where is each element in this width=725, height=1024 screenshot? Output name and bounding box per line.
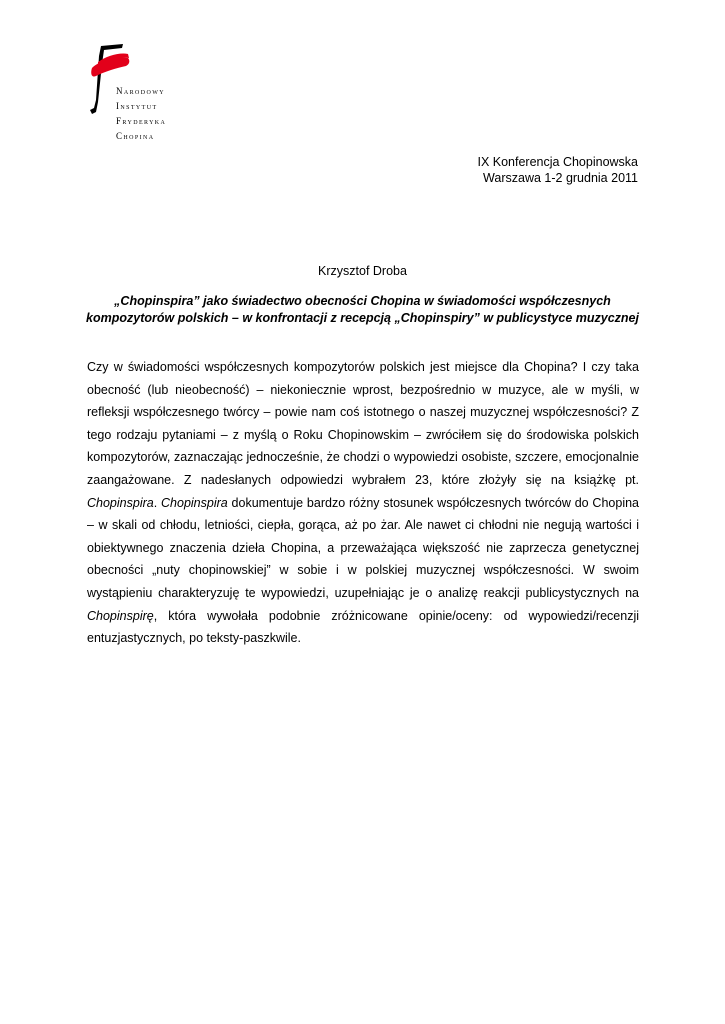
abstract-text: . [153, 495, 162, 510]
book-title: Chopinspira [161, 495, 228, 510]
abstract-paragraph [87, 356, 639, 650]
logo-line: Fryderyka [116, 116, 167, 126]
logo-text [116, 84, 166, 144]
abstract-text: , która wywołała podobnie zróżnicowane opinie/oceny: od wypowiedzi/recenzji entuzjastycznych, po teksty-paszkwile. [87, 608, 639, 646]
book-title: Chopinspira [87, 495, 154, 510]
author-name: Krzysztof Droba [318, 264, 407, 278]
title-line-2: kompozytorów polskich – w konfrontacji z recepcją „Chopinspiry” w publicystyce muzycznej [86, 311, 639, 325]
paper-title [80, 293, 645, 327]
institute-logo [86, 42, 206, 152]
logo-line: Instytut [116, 101, 158, 111]
abstract-text: Czy w świadomości współczesnych kompozytorów polskich jest miejsce dla Chopina? I czy taka obecność (lub nieobecność) – niekoniecznie wprost, bezpośrednio w muzyce, ale w myśli, w refleksji współczesnego twórcy – powie nam coś istotnego o naszej muzycznej współczesności? Z tego rodzaju pytaniami – z myślą o Roku Chopinowskim – zwróciłem się do środowiska polskich kompozytorów, zaznaczając jednocześnie, że chodzi o wypowiedzi osobiste, szczere, emocjonalnie zaangażowane. Z nadesłanych odpowiedzi wybrałem 23, które złożyły się na książkę pt. [87, 360, 639, 487]
abstract-text: dokumentuje bardzo różny stosunek współczesnych twórców do Chopina – w skali od chłodu, letniości, ciepła, gorąca, aż po żar. Ale nawet ci chłodni nie negują wartości i obiektywnego znaczenia dzieła Chopina, a przeważająca większość nie zaprzecza genetycznej obecności „nuty chopinowskiej” w sobie i w polskiej muzycznej współczesności. W swoim wystąpieniu charakteryzuję te wypowiedzi, uzupełniając je o analizę reakcji publicystycznych na [87, 495, 639, 600]
logo-line: Narodowy [116, 86, 166, 96]
title-line-1: „Chopinspira” jako świadectwo obecności Chopina w świadomości współczesnych [114, 294, 611, 308]
book-title: Chopinspirę [87, 608, 154, 623]
conference-name: IX Konferencja Chopinowska [477, 155, 638, 169]
logo-line: Chopina [116, 131, 155, 141]
conference-dates: Warszawa 1-2 grudnia 2011 [483, 171, 638, 185]
conference-info [477, 154, 638, 186]
logo-red-stroke [91, 57, 129, 76]
